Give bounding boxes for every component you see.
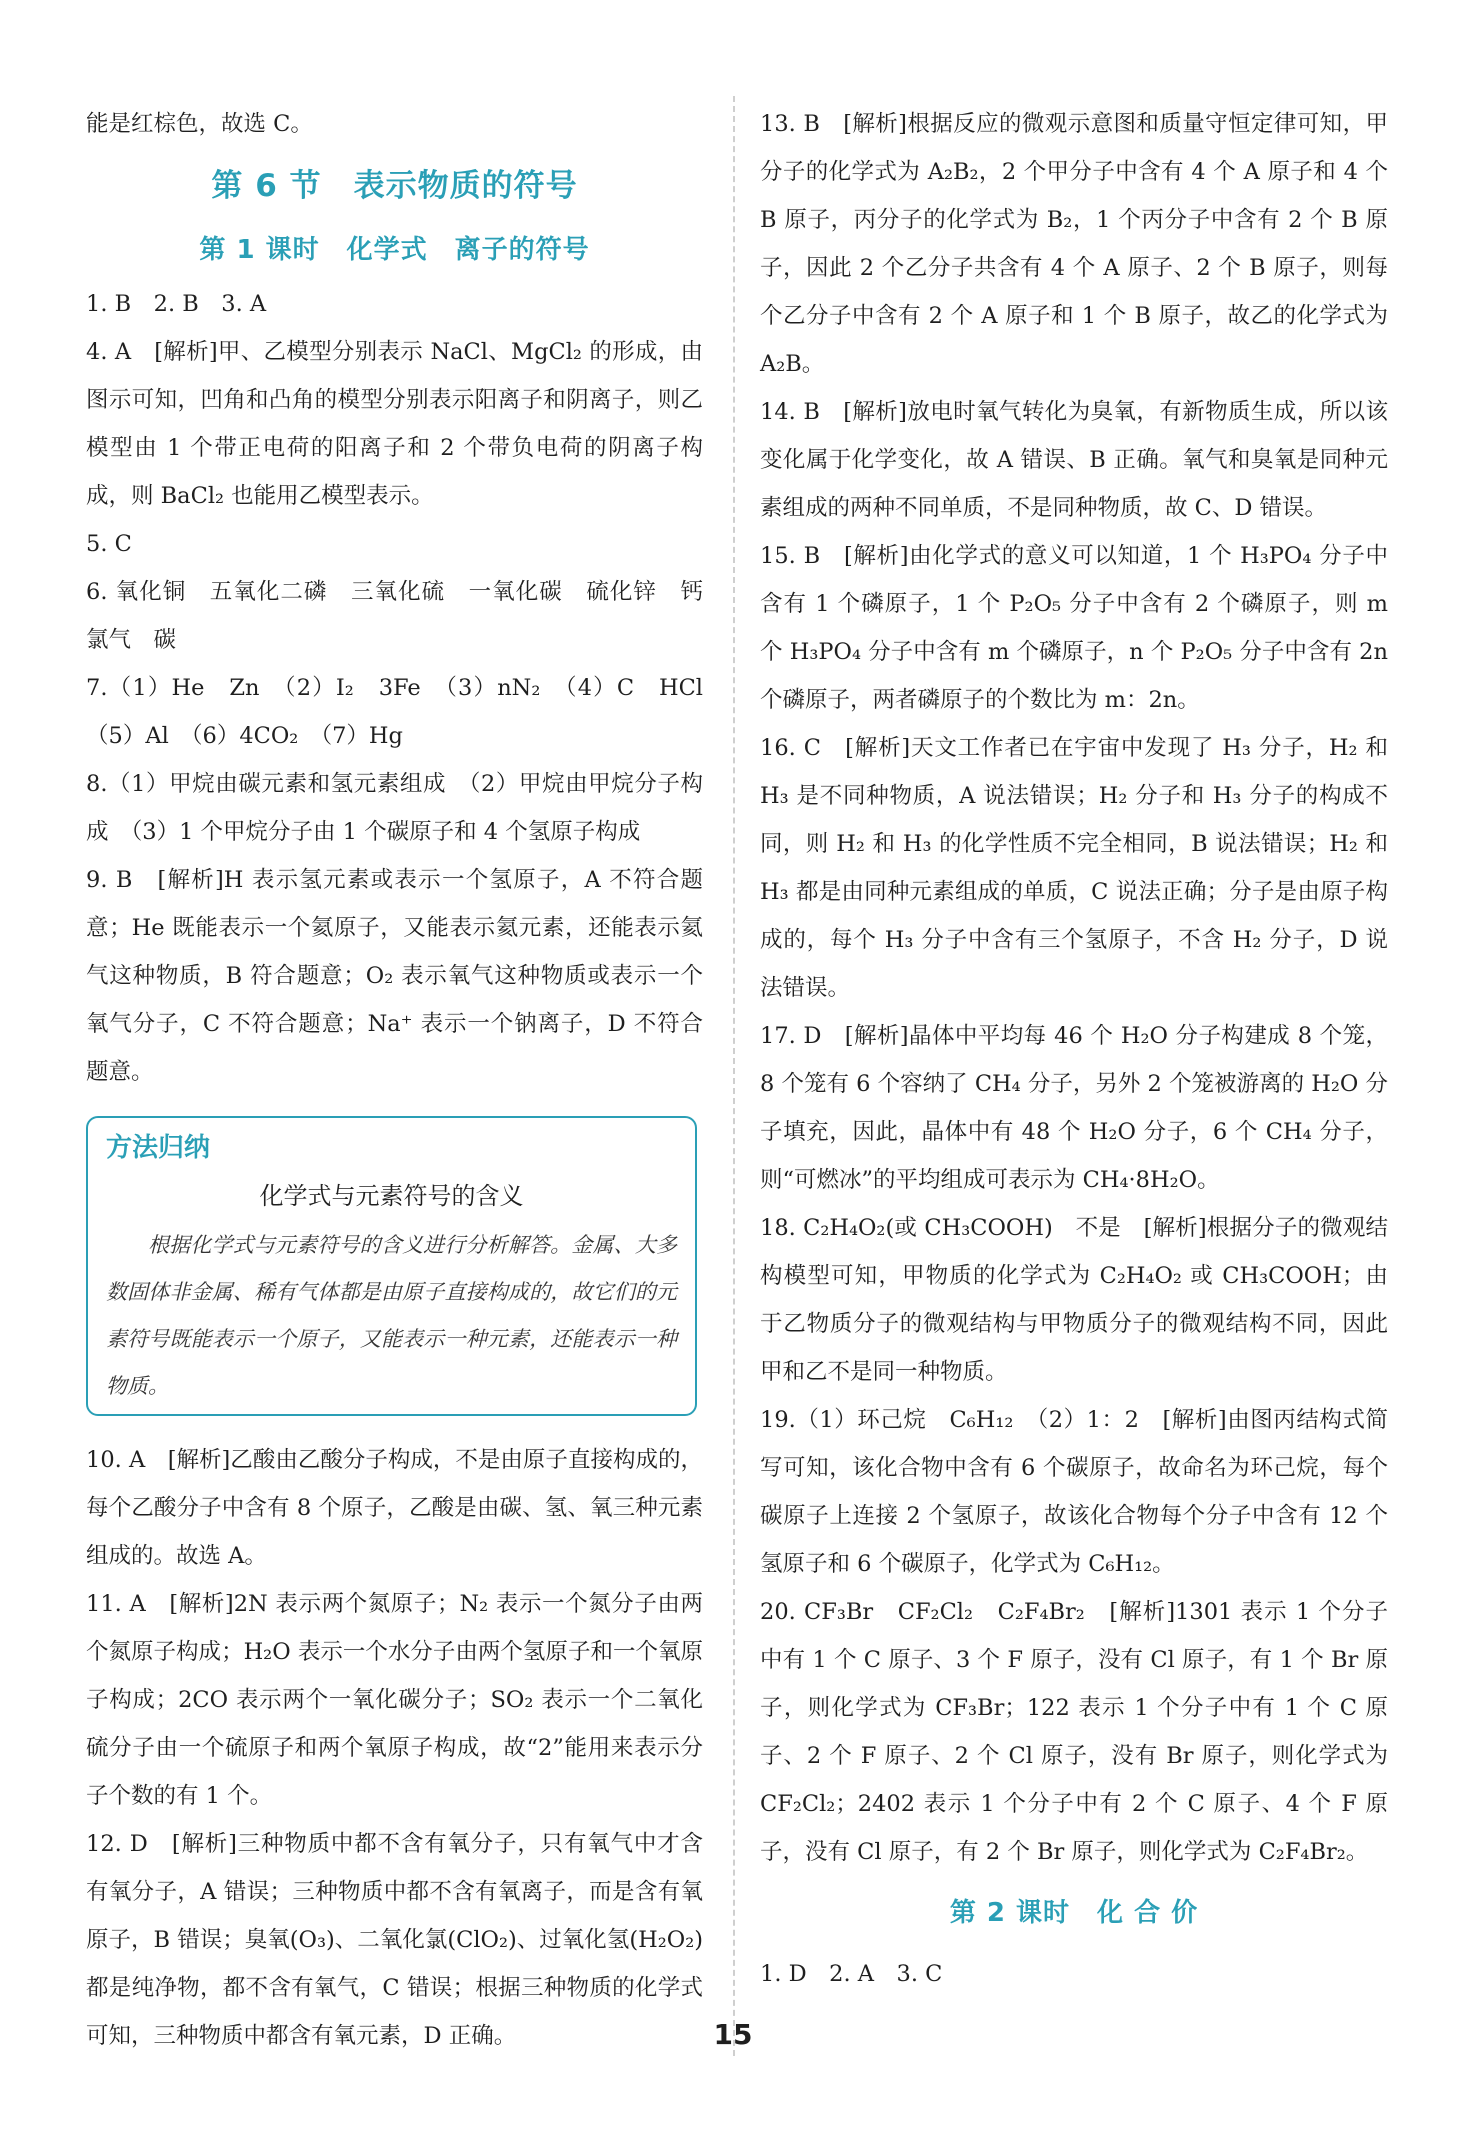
answer-item: 5. C (86, 531, 132, 557)
answer-item: 14. B [解析]放电时氧气转化为臭氧，有新物质生成，所以该变化属于化学变化，故 A 错误、B 正确。氧气和臭氧是同种元素组成的两种不同单质，不是同种物质，故 C、D 错误。 (760, 399, 1388, 521)
answer-item: 15. B [解析]由化学式的意义可以知道，1 个 H₃PO₄ 分子中含有 1 个磷原子，1 个 P₂O₅ 分子中含有 2 个磷原子，则 m 个 H₃PO₄ 分子中含有 m 个磷原子，n 个 P₂O₅ 分子中含有 2n 个磷原子，两者磷原子的个数比为 m：2n。 (760, 543, 1388, 713)
answer-item: 9. B [解析]H 表示氢元素或表示一个氢原子，A 不符合题意；He 既能表示一个氦原子，又能表示氦元素，还能表示氦气这种物质，B 符合题意；O₂ 表示氧气这种物质或表示一个氧气分子，C 不符合题意；Na⁺ 表示一个钠离子，D 不符合题意。 (86, 867, 703, 1085)
answer-item: 6. 氧化铜 五氧化二磷 三氧化硫 一氧化碳 硫化锌 钙 氯气 碳 (86, 579, 726, 653)
answer-item: 10. A [解析]乙酸由乙酸分子构成，不是由原子直接构成的，每个乙酸分子中含有 8 个原子，乙酸是由碳、氢、氧三种元素组成的。故选 A。 (86, 1447, 703, 1569)
column-divider (733, 96, 735, 2056)
method-box-title: 化学式与元素符号的含义 (259, 1182, 524, 1210)
answer-item: 1. D 2. A 3. C (760, 1961, 943, 1987)
method-summary-box (86, 1116, 697, 1416)
section-title: 第 6 节 表示物质的符号 (211, 168, 578, 204)
answer-item: 18. C₂H₄O₂(或 CH₃COOH) 不是 [解析]根据分子的微观结构模型可知，甲物质的化学式为 C₂H₄O₂ 或 CH₃COOH；由于乙物质分子的微观结构与甲物质分子的微观结构不同，因此甲和乙不是同一种物质。 (760, 1215, 1388, 1385)
answer-list-a (86, 280, 726, 1096)
page-number: 15 (713, 2018, 753, 2051)
left-column (86, 100, 726, 2060)
answer-item: 19.（1）环己烷 C₆H₁₂ （2）1：2 [解析]由图丙结构式简写可知，该化合物中含有 6 个碳原子，故命名为环己烷，每个碳原子上连接 2 个氢原子，故该化合物每个分子中含有 12 个氢原子和 6 个碳原子，化学式为 C₆H₁₂。 (760, 1407, 1388, 1577)
answer-item: 8.（1）甲烷由碳元素和氢元素组成 （2）甲烷由甲烷分子构成 （3）1 个甲烷分子由 1 个碳原子和 4 个氢原子构成 (86, 771, 703, 845)
answer-item: 7.（1）He Zn （2）I₂ 3Fe （3）nN₂ （4）C HCl （5）Al （6）4CO₂ （7）Hg (86, 675, 726, 749)
right-column (760, 100, 1388, 1998)
answer-item: 1. B 2. B 3. A (86, 291, 267, 317)
answer-item: 11. A [解析]2N 表示两个氮原子；N₂ 表示一个氮分子由两个氮原子构成；H₂O 表示一个水分子由两个氢原子和一个氧原子构成；2CO 表示两个一氧化碳分子；SO₂ 表示一个二氧化硫分子由一个硫原子和两个氧原子构成，故“2”能用来表示分子个数的有 1 个。 (86, 1591, 703, 1809)
answer-list-b (86, 1436, 703, 2060)
answer-item: 13. B [解析]根据反应的微观示意图和质量守恒定律可知，甲分子的化学式为 A₂B₂，2 个甲分子中含有 4 个 A 原子和 4 个 B 原子，丙分子的化学式为 B₂，1 个丙分子中含有 2 个 B 原子，因此 2 个乙分子共含有 4 个 A 原子、2 个 B 原子，则每个乙分子中含有 2 个 A 原子和 1 个 B 原子，故乙的化学式为 A₂B。 (760, 111, 1388, 377)
answer-item: 12. D [解析]三种物质中都不含有氧分子，只有氧气中才含有氧分子，A 错误；三种物质中都不含有氧离子，而是含有氧原子，B 错误；臭氧(O₃)、二氧化氯(ClO₂)、过氧化氢(H₂O₂)都是纯净物，都不含有氧气，C 错误；根据三种物质的化学式可知，三种物质中都含有氧元素，D 正确。 (86, 1831, 703, 2049)
answer-item: 20. CF₃Br CF₂Cl₂ C₂F₄Br₂ [解析]1301 表示 1 个分子中有 1 个 C 原子、3 个 F 原子，没有 Cl 原子，有 1 个 Br 原子，则化学式为 CF₃Br；122 表示 1 个分子中有 1 个 C 原子、2 个 F 原子、2 个 Cl 原子，没有 Br 原子，则化学式为 CF₂Cl₂；2402 表示 1 个分子中有 2 个 C 原子、4 个 F 原子，没有 Cl 原子，有 2 个 Br 原子，则化学式为 C₂F₄Br₂。 (760, 1599, 1388, 1865)
continuation-text: 能是红棕色，故选 C。 (86, 111, 313, 137)
lesson-title: 第 1 课时 化学式 离子的符号 (199, 235, 590, 265)
lesson-title-2: 第 2 课时 化 合 价 (949, 1898, 1199, 1928)
method-box-text: 根据化学式与元素符号的含义进行分析解答。金属、大多数固体非金属、稀有气体都是由原子直接构成的，故它们的元素符号既能表示一个原子，又能表示一种元素，还能表示一种物质。 (106, 1233, 677, 1398)
answer-item: 17. D [解析]晶体中平均每 46 个 H₂O 分子构建成 8 个笼，8 个笼有 6 个容纳了 CH₄ 分子，另外 2 个笼被游离的 H₂O 分子填充，因此，晶体中有 48 个 H₂O 分子，6 个 CH₄ 分子，则“可燃冰”的平均组成可表示为 CH₄·8H₂O。 (760, 1023, 1388, 1193)
answer-item: 16. C [解析]天文工作者已在宇宙中发现了 H₃ 分子，H₂ 和 H₃ 是不同种物质，A 说法错误；H₂ 分子和 H₃ 分子的构成不同，则 H₂ 和 H₃ 的化学性质不完全相同，B 说法错误；H₂ 和 H₃ 都是由同种元素组成的单质，C 说法正确；分子是由原子构成的，每个 H₃ 分子中含有三个氢原子，不含 H₂ 分子，D 说法错误。 (760, 735, 1388, 1001)
answer-item: 4. A [解析]甲、乙模型分别表示 NaCl、MgCl₂ 的形成，由图示可知，凹角和凸角的模型分别表示阳离子和阴离子，则乙模型由 1 个带正电荷的阳离子和 2 个带负电荷的阴离子构成，则 BaCl₂ 也能用乙模型表示。 (86, 339, 703, 509)
answer-list-c (760, 100, 1388, 1876)
method-box-tag: 方法归纳 (106, 1133, 211, 1163)
